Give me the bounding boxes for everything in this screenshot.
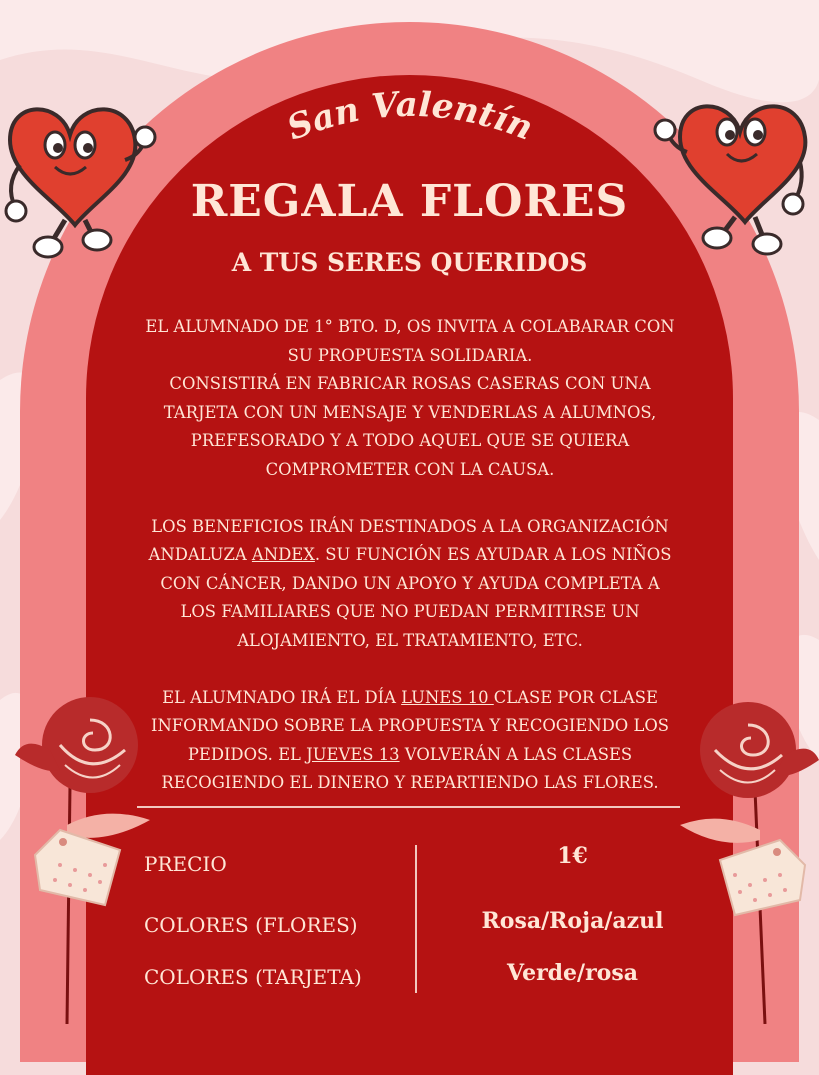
p1-line-6: COMPROMETER CON LA CAUSA. — [265, 459, 555, 479]
p1-line-2: SU PROPUESTA SOLIDARIA. — [287, 345, 533, 365]
p3-line-4: RECOGIENDO EL DINERO Y REPARTIENDO LAS FLORES. — [161, 773, 659, 793]
flower-colors-value: Rosa/Roja/azul — [481, 908, 664, 934]
p1-line-4: TARJETA CON UN MENSAJE Y VENDERLAS A ALUMNOS, — [163, 402, 657, 422]
p2-line-2b: . SU FUNCIÓN ES AYUDAR A LOS NIÑOS — [314, 545, 672, 565]
vertical-divider — [415, 845, 417, 993]
p2-line-1: LOS BENEFICIOS IRÁN DESTINADOS A LA ORGANIZACIÓN — [151, 516, 669, 536]
p2-line-2a: ANDALUZA — [148, 545, 252, 565]
card-colors-value: Verde/rosa — [507, 960, 638, 986]
andex-link: ANDEX — [251, 545, 315, 565]
p3-line-1a: EL ALUMNADO IRÁ EL DÍA — [162, 687, 402, 707]
paragraph-1 — [130, 313, 690, 485]
p1-line-1: EL ALUMNADO DE 1° BTO. D, OS INVITA A COLABARAR CON — [145, 317, 675, 336]
p2-line-4: LOS FAMILIARES QUE NO PUEDAN PERMITIRSE UN — [180, 602, 640, 622]
p3-line-3a: PEDIDOS. EL — [187, 744, 307, 764]
main-title: REGALA FLORES — [190, 176, 629, 227]
price-label: PRECIO — [144, 852, 227, 876]
p3-line-1b: CLASE POR CLASE — [493, 687, 658, 707]
gift-tag-icon — [710, 830, 810, 925]
price-value: 1€ — [557, 843, 588, 869]
subtitle: A TUS SERES QUERIDOS — [231, 248, 588, 277]
monday-date: LUNES 10 — [401, 687, 494, 707]
heart-mascot-icon — [645, 92, 815, 267]
paragraph-3 — [130, 684, 690, 798]
p2-line-3: CON CÁNCER, DANDO UN APOYO Y AYUDA COMPLETA A — [160, 573, 660, 593]
horizontal-divider — [137, 806, 680, 808]
flower-colors-label: COLORES (FLORES) — [144, 913, 358, 937]
paragraph-2 — [130, 513, 690, 656]
p3-line-2: INFORMANDO SOBRE LA PROPUESTA Y RECOGIENDO LOS — [150, 716, 670, 736]
p3-line-3b: VOLVERÁN A LAS CLASES — [399, 744, 633, 764]
body-text — [130, 313, 690, 826]
gift-tag-icon — [30, 820, 130, 915]
p1-line-3: CONSISTIRÁ EN FABRICAR ROSAS CASERAS CON UNA — [169, 374, 651, 394]
card-colors-label: COLORES (TARJETA) — [144, 965, 362, 989]
p2-line-5: ALOJAMIENTO, EL TRATAMIENTO, ETC. — [237, 630, 583, 650]
heart-mascot-icon — [0, 95, 170, 270]
thursday-date: JUEVES 13 — [306, 744, 400, 764]
svg-text:San Valentín: San Valentín — [281, 84, 539, 149]
p1-line-5: PREFESORADO Y A TODO AQUEL QUE SE QUIERA — [190, 431, 630, 451]
